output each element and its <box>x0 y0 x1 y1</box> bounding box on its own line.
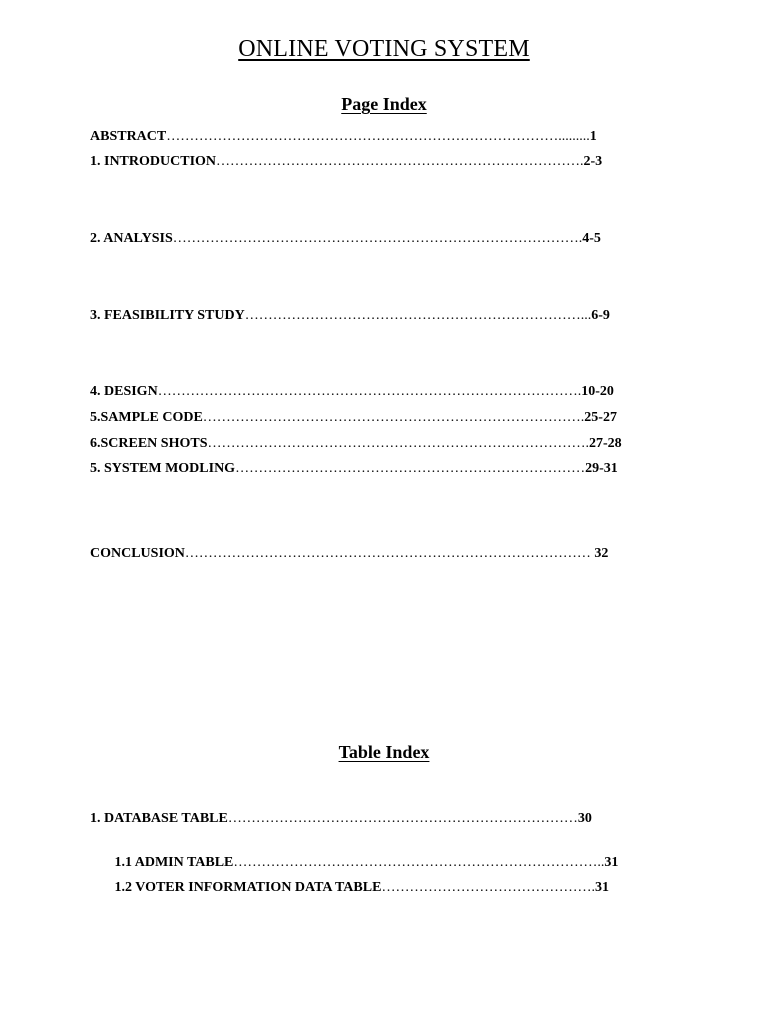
toc-entry-page: 27-28 <box>588 436 622 451</box>
toc-entry-page: 29-31 <box>585 461 618 476</box>
toc-entry-page: 1 <box>589 129 597 144</box>
toc-entry-page: 32 <box>594 546 609 561</box>
toc-entry-leader: ………………………………………………………………… <box>227 811 578 826</box>
table-index-heading: Table Index <box>338 742 430 762</box>
toc-entry-conclusion <box>90 545 608 563</box>
toc-entry-leader: ………………………………………………………………………………. <box>157 384 582 399</box>
toc-entry-label: 5. SYSTEM MODLING <box>90 461 236 476</box>
toc-entry-label: CONCLUSION <box>90 546 185 561</box>
toc-entry-page: 25-27 <box>584 410 617 425</box>
toc-entry-label: 1.2 VOTER INFORMATION DATA TABLE <box>104 880 382 895</box>
toc-entry-page: 31 <box>594 880 609 895</box>
toc-entry-leader: ……………………………………………………………………………. <box>172 231 583 246</box>
toc-entry-introduction <box>90 153 602 171</box>
toc-entry-leader: ………………………………………………………………………. <box>207 436 589 451</box>
toc-entry-label: 4. DESIGN <box>90 384 158 399</box>
toc-entry-leader: ………………………………………………………………... <box>244 308 592 323</box>
toc-entry-system-modling <box>90 460 618 478</box>
toc-entry-label: 1. DATABASE TABLE <box>90 811 228 826</box>
toc-entry-page: 30 <box>577 811 592 826</box>
toc-entry-label: 1.1 ADMIN TABLE <box>104 855 234 870</box>
toc-entry-leader: …………………………………………………………………….. <box>233 855 605 870</box>
toc-entry-feasibility-study <box>90 307 610 325</box>
toc-entry-page: 4-5 <box>582 231 601 246</box>
toc-entry-page: 6-9 <box>591 308 610 323</box>
toc-entry-label: ABSTRACT <box>90 129 167 144</box>
toc-entry-leader: ………………………………………. <box>381 880 595 895</box>
toc-entry-leader: ………………………………………………………………………. <box>202 410 585 425</box>
toc-entry-analysis <box>90 230 601 248</box>
toc-entry-sample-code <box>90 409 617 427</box>
toc-entry-page: 10-20 <box>581 384 614 399</box>
page-index-heading: Page Index <box>341 94 427 114</box>
toc-entry-abstract <box>90 128 597 146</box>
toc-entry-label: 3. FEASIBILITY STUDY <box>90 308 245 323</box>
toc-entry-design <box>90 383 614 401</box>
table-index-entry-voter-information-table <box>90 861 609 915</box>
toc-entry-screen-shots <box>90 435 622 453</box>
toc-entry-leader: ……………………………………………………………………. <box>216 154 584 169</box>
toc-entry-leader: …………………………………………………………………………......... <box>166 129 590 144</box>
toc-entry-leader: …………………………………………………………………………… <box>184 546 595 561</box>
toc-entry-leader: ………………………………………………………………… <box>235 461 586 476</box>
document-title: ONLINE VOTING SYSTEM <box>238 36 530 62</box>
toc-entry-label: 2. ANALYSIS <box>90 231 173 246</box>
toc-entry-page: 31 <box>604 855 619 870</box>
toc-entry-label: 6.SCREEN SHOTS <box>90 436 208 451</box>
toc-entry-page: 2-3 <box>583 154 603 169</box>
table-index-entry-database-table <box>90 810 592 828</box>
toc-entry-label: 5.SAMPLE CODE <box>90 410 203 425</box>
toc-entry-label: 1. INTRODUCTION <box>90 154 217 169</box>
